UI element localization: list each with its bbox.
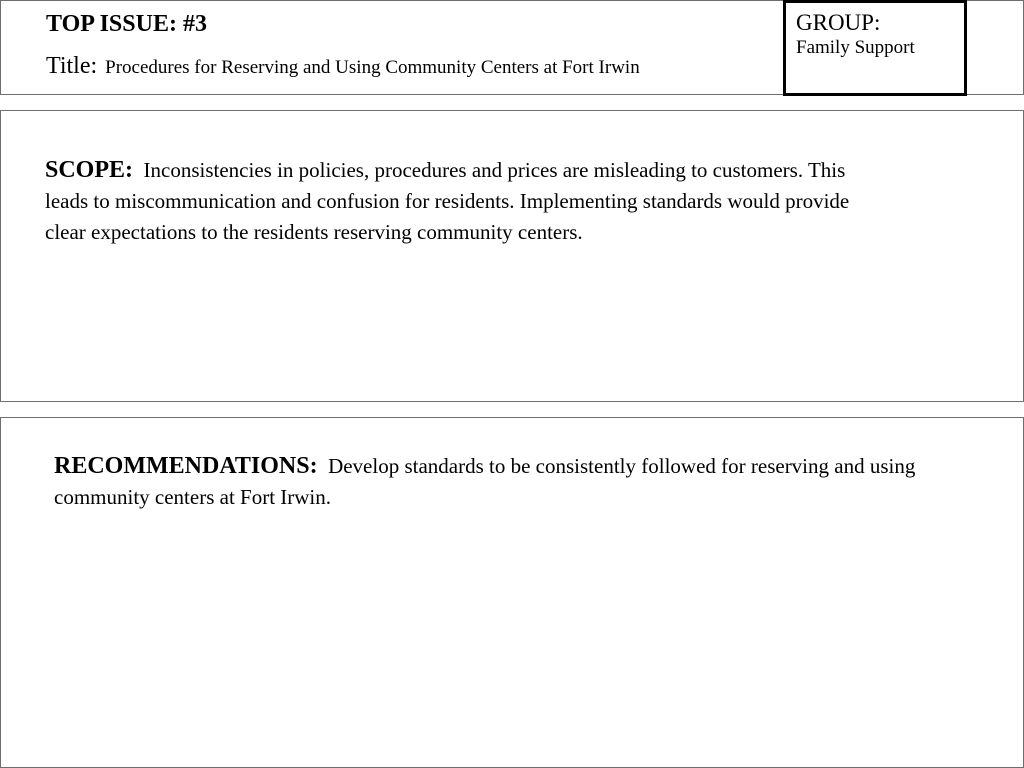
recommendations-text: Develop standards to be consistently followed for reserving and using community centers at Fort Irwin. xyxy=(54,454,916,509)
group-value: Family Support xyxy=(796,37,915,58)
scope-panel xyxy=(0,110,1024,402)
scope-text: Inconsistencies in policies, procedures and prices are misleading to customers. This leads to miscommunication and confusion for residents. Implementing standards would provide clear expectations to the residents reserving community centers. xyxy=(45,158,850,244)
recommendations-paragraph xyxy=(54,451,934,513)
recommendations-heading: RECOMMENDATIONS: xyxy=(54,453,318,479)
group-panel xyxy=(783,0,967,96)
title-line xyxy=(46,53,640,80)
recommendations-panel xyxy=(0,417,1024,768)
title-text: Procedures for Reserving and Using Community Centers at Fort Irwin xyxy=(105,57,640,78)
scope-heading: SCOPE: xyxy=(45,157,134,183)
scope-paragraph xyxy=(45,155,875,248)
top-issue-heading: TOP ISSUE: #3 xyxy=(46,11,207,37)
group-label: GROUP: xyxy=(796,10,881,35)
title-prefix: Title: xyxy=(46,53,98,79)
